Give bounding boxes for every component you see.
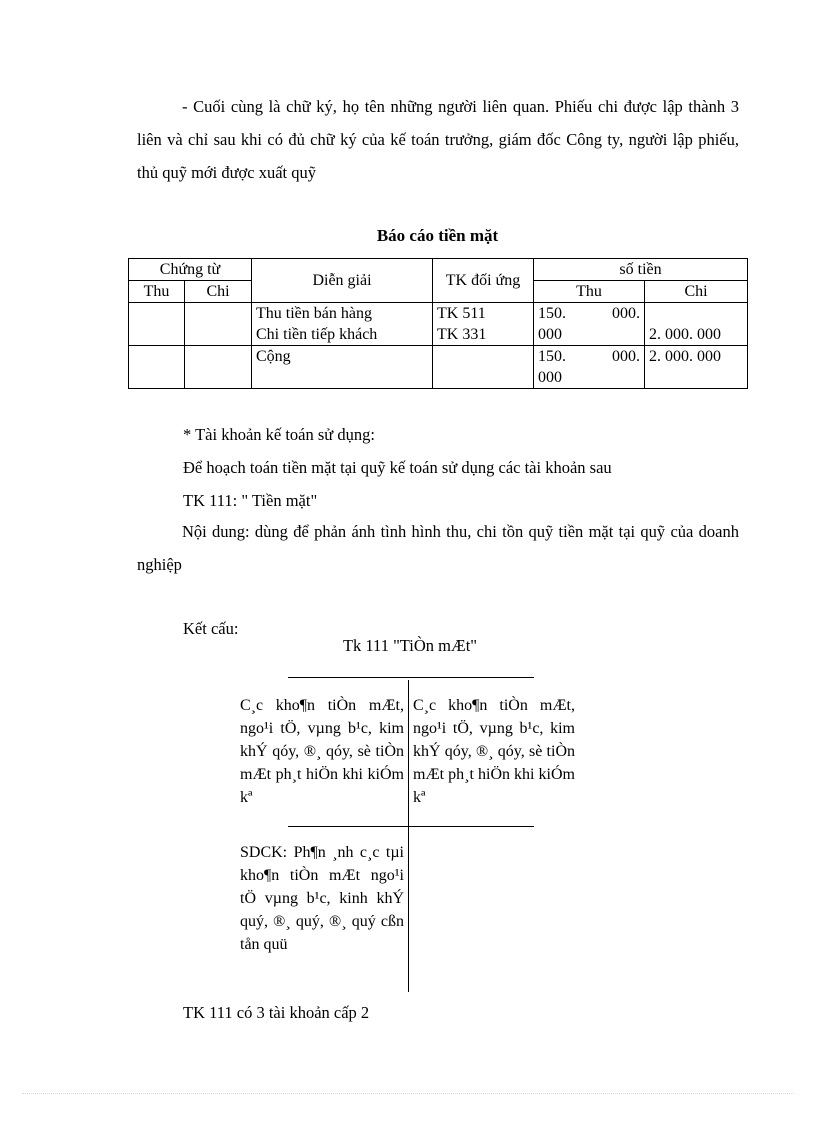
t-account-divider <box>408 680 409 992</box>
cell-dien-giai <box>252 303 433 346</box>
t-account-heading: Tk 111 "TiÒn mÆt" <box>342 636 478 655</box>
cell-chi <box>185 303 252 346</box>
t-account-balance: SDCK: Ph¶n ¸nh c¸c tµi kho¶n tiÒn mÆt ngo¹i tÖ vµng b¹c, kinh khÝ quý, ®¸ quý, ®¸ quý cßn tån quü <box>240 844 404 953</box>
accounts-heading: * Tài khoản kế toán sử dụng: <box>183 425 375 444</box>
intro-paragraph: - Cuối cùng là chữ ký, họ tên những người liên quan. Phiếu chi được lập thành 3 liên và chỉ sau khi có đủ chữ ký của kế toán trưởng, giám đốc Công ty, người lập phiếu, thủ quỹ mới được xuất quỹ <box>137 97 739 182</box>
header-dien-giai: Diễn giải <box>252 259 433 303</box>
t-account-credit: C¸c kho¶n tiÒn mÆt, ngo¹i tÖ, vµng b¹c, kim khÝ qóy, ®¸ qóy, sè tiÒn mÆt ph¸t hiÖn khi kiÓm kª <box>413 697 575 806</box>
cash-report-table <box>128 258 748 389</box>
header-thu: Thu <box>129 281 185 303</box>
header-chung-tu: Chứng từ <box>129 259 252 281</box>
dien-giai-line: Chi tiền tiếp khách <box>256 326 378 343</box>
header-tk-doi-ung: TK đối ứng <box>433 259 534 303</box>
tk-line: TK 331 <box>437 326 487 343</box>
amount-part: 000. <box>612 305 640 322</box>
t-account-mid-line <box>288 826 534 827</box>
cell-so-tien-thu <box>534 346 645 389</box>
amount-part: 150. <box>538 305 566 322</box>
t-account-top-line <box>288 677 534 678</box>
footer-line: TK 111 có 3 tài khoản cấp 2 <box>183 1003 370 1022</box>
accounts-content: Nội dung: dùng để phản ánh tình hình thu, chi tồn quỹ tiền mặt tại quỹ của doanh nghiệp <box>137 522 739 574</box>
t-account-debit: C¸c kho¶n tiÒn mÆt, ngo¹i tÖ, vµng b¹c, kim khÝ qóy, ®¸ qóy, sè tiÒn mÆt ph¸t hiÖn khi kiÓm kª <box>240 697 404 806</box>
dien-giai-line: Thu tiền bán hàng <box>256 305 372 322</box>
amount-part: 000 <box>538 369 562 386</box>
tk-line: TK 511 <box>437 305 486 322</box>
header-chi: Chi <box>185 281 252 303</box>
cell-thu <box>129 303 185 346</box>
header-so-tien-chi: Chi <box>645 281 748 303</box>
cell-tk-doi-ung <box>433 303 534 346</box>
cell-so-tien-thu <box>534 303 645 346</box>
cell-so-tien-chi <box>645 303 748 346</box>
amount-part: 000. <box>612 348 640 365</box>
header-so-tien-thu: Thu <box>534 281 645 303</box>
amount-chi: 2. 000. 000 <box>649 326 721 343</box>
cell-tk-doi-ung <box>433 346 534 389</box>
report-title: Báo cáo tiền mặt <box>376 226 499 245</box>
cell-thu <box>129 346 185 389</box>
header-so-tien: số tiền <box>534 259 748 281</box>
amount-part: 000 <box>538 326 562 343</box>
cell-chi <box>185 346 252 389</box>
table-row <box>129 346 748 389</box>
table-row <box>129 303 748 346</box>
page-divider <box>22 1093 794 1094</box>
cell-dien-giai: Cộng <box>252 346 433 389</box>
cell-so-tien-chi: 2. 000. 000 <box>645 346 748 389</box>
amount-part: 150. <box>538 348 566 365</box>
table-header-row <box>129 259 748 281</box>
ket-cau-label: Kết cấu: <box>183 619 239 638</box>
accounts-line: Để hoạch toán tiền mặt tại quỹ kế toán sử dụng các tài khoản sau <box>183 458 612 477</box>
accounts-line: TK 111: " Tiền mặt" <box>183 491 318 510</box>
